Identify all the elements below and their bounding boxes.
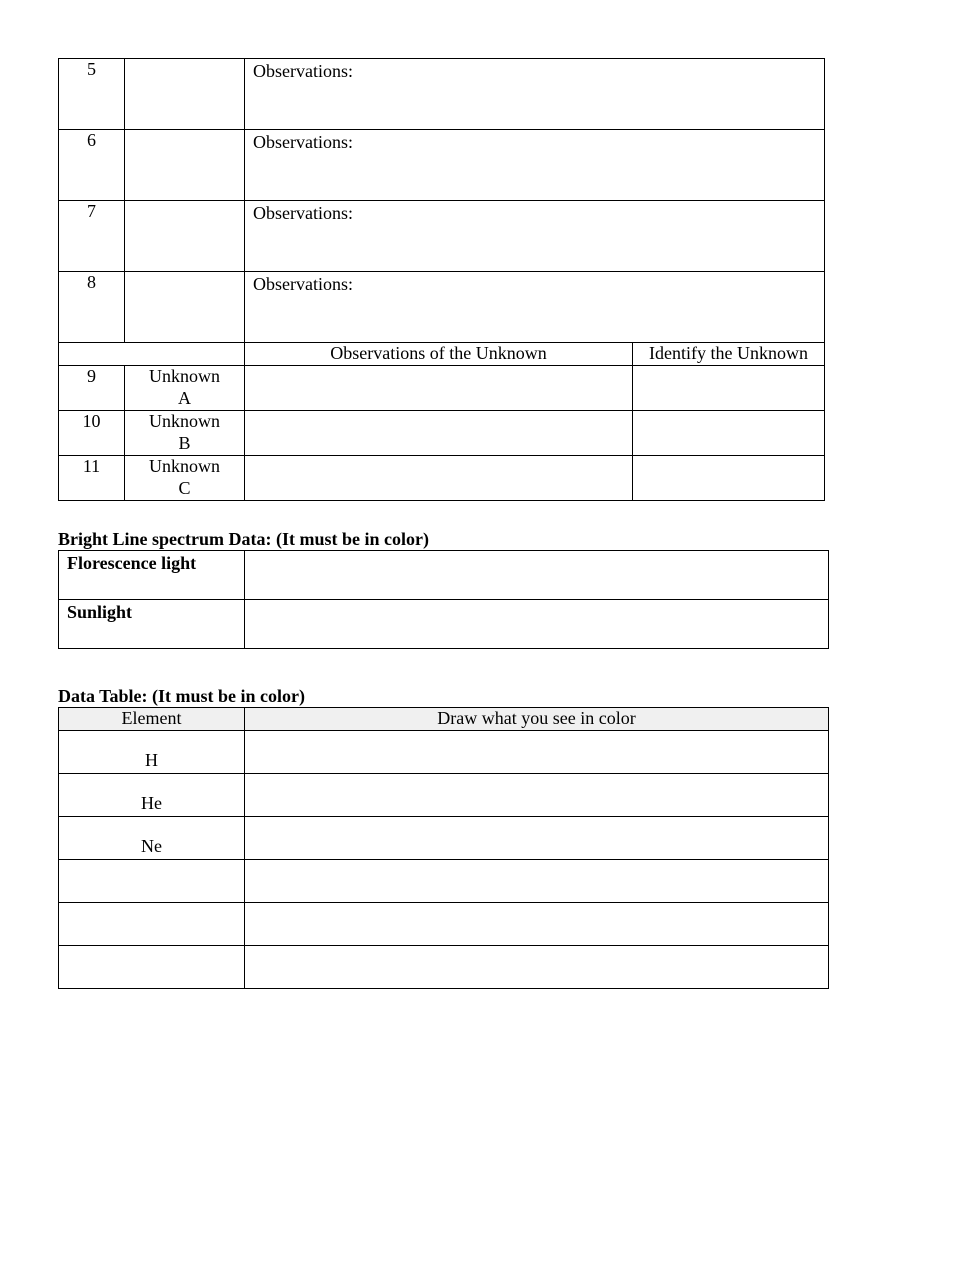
element-cell: H <box>59 731 245 774</box>
drawing-cell[interactable] <box>245 946 829 989</box>
unknown-observations-cell[interactable] <box>245 411 633 456</box>
table-row <box>59 130 825 201</box>
sunlight-label: Sunlight <box>59 600 245 649</box>
observations-cell[interactable] <box>245 272 825 343</box>
drawing-cell[interactable] <box>245 817 829 860</box>
identify-unknown-cell[interactable] <box>633 456 825 501</box>
drawing-cell[interactable] <box>245 731 829 774</box>
table-row <box>59 551 829 600</box>
row-number: 10 <box>59 411 125 456</box>
data-table-heading: Data Table: (It must be in color) <box>58 686 305 706</box>
table-row <box>59 817 829 860</box>
observations-cell[interactable] <box>245 130 825 201</box>
drawing-cell[interactable] <box>245 903 829 946</box>
row-number: 6 <box>59 130 125 201</box>
observations-cell[interactable] <box>245 59 825 130</box>
table-row <box>59 272 825 343</box>
unknown-observations-header: Observations of the Unknown <box>245 343 633 366</box>
table-row <box>59 731 829 774</box>
observations-label: Observations: <box>253 61 353 81</box>
florescence-spectrum-cell[interactable] <box>245 551 829 600</box>
substance-cell[interactable] <box>125 59 245 130</box>
table-row <box>59 860 829 903</box>
sunlight-spectrum-cell[interactable] <box>245 600 829 649</box>
unknown-name: Unknown B <box>125 411 245 456</box>
florescence-light-label: Florescence light <box>59 551 245 600</box>
table-row <box>59 456 825 501</box>
draw-column-header: Draw what you see in color <box>245 708 829 731</box>
element-cell[interactable] <box>59 946 245 989</box>
observations-label: Observations: <box>253 274 353 294</box>
unknown-name: Unknown C <box>125 456 245 501</box>
bright-line-heading: Bright Line spectrum Data: (It must be in color) <box>58 529 429 549</box>
observations-cell[interactable] <box>245 201 825 272</box>
element-cell: Ne <box>59 817 245 860</box>
row-number: 7 <box>59 201 125 272</box>
identify-unknown-header: Identify the Unknown <box>633 343 825 366</box>
observations-label: Observations: <box>253 132 353 152</box>
unknown-header-row <box>59 343 825 366</box>
element-column-header: Element <box>59 708 245 731</box>
table-row <box>59 201 825 272</box>
drawing-cell[interactable] <box>245 860 829 903</box>
table-row <box>59 366 825 411</box>
unknown-observations-cell[interactable] <box>245 366 633 411</box>
substance-cell[interactable] <box>125 201 245 272</box>
table-row <box>59 774 829 817</box>
table-row <box>59 411 825 456</box>
identify-unknown-cell[interactable] <box>633 366 825 411</box>
unknown-name: Unknown A <box>125 366 245 411</box>
row-number: 11 <box>59 456 125 501</box>
element-cell: He <box>59 774 245 817</box>
observations-label: Observations: <box>253 203 353 223</box>
table-row <box>59 903 829 946</box>
table-row <box>59 946 829 989</box>
element-cell[interactable] <box>59 903 245 946</box>
unknown-observations-cell[interactable] <box>245 456 633 501</box>
element-data-table <box>58 707 829 989</box>
table-row <box>59 59 825 130</box>
substance-cell[interactable] <box>125 272 245 343</box>
row-number: 9 <box>59 366 125 411</box>
element-cell[interactable] <box>59 860 245 903</box>
identify-unknown-cell[interactable] <box>633 411 825 456</box>
drawing-cell[interactable] <box>245 774 829 817</box>
substance-cell[interactable] <box>125 130 245 201</box>
header-row <box>59 708 829 731</box>
row-number: 5 <box>59 59 125 130</box>
blank-header-cell <box>59 343 245 366</box>
row-number: 8 <box>59 272 125 343</box>
observations-table <box>58 58 825 501</box>
table-row <box>59 600 829 649</box>
bright-line-table <box>58 550 829 649</box>
